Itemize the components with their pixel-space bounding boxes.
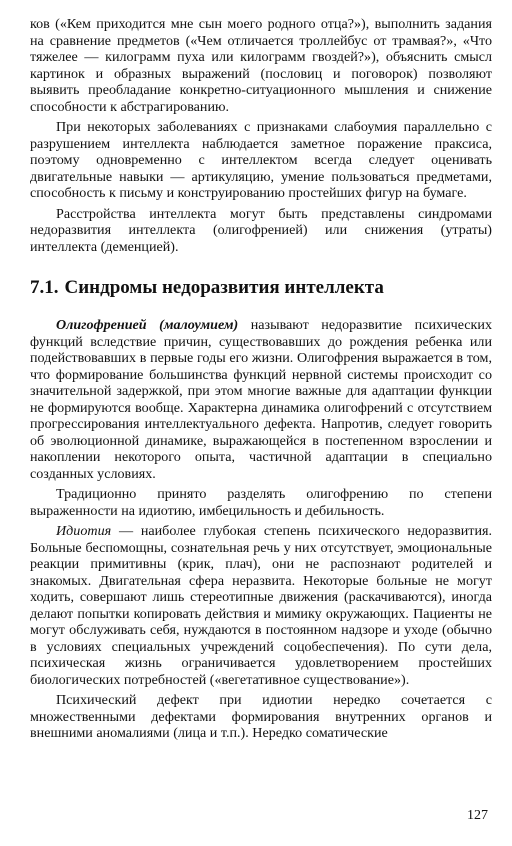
paragraph-praxis: При некоторых заболеваниях с признаками слабоумия параллельно с разрушением интеллекта наблюдается заметное поражение праксиса, поэтому одновременно с интеллектом всегда следует оценивать двигательные навыки — артикуляцию, умение пользоваться предметами, способность к письму и конструированию простейших фигур на бумаге.: [30, 119, 492, 201]
paragraph-idiocy: [30, 523, 492, 688]
paragraph-oligophrenia: [30, 317, 492, 482]
paragraph-defects: Психический дефект при идиотии нередко сочетается с множественными дефектами формирования внутренних органов и внешними аномалиями (лица и т.п.). Нередко соматические: [30, 692, 492, 741]
idiocy-text: — наиболее глубокая степень психического недоразвития. Больные беспомощны, сознательная речь у них отсутствует, эмоциональные реакции примитивны (крик, плач), они не распознают родителей и знакомых. Двигательная сфера неразвита. Некоторые больные не могут ходить, совершают лишь стереотипные движения (раскачиваются), иногда делают попытки копировать действия и мимику окружающих. Пациенты не могут обслуживать себя, нуждаются в постоянном надзоре и уходе (обычно в условиях специальных учреждений соцобеспечения). По сути дела, психическая жизнь ограничивается удовлетворением простейших биологических потребностей («вегетативное существование»).: [30, 523, 492, 688]
paragraph-degrees: Традиционно принято разделять олигофрению по степени выраженности на идиотию, имбецильность и дебильность.: [30, 486, 492, 519]
term-oligophrenia: Олигофренией (малоумием): [56, 317, 239, 333]
paragraph-continued: ков («Кем приходится мне сын моего родного отца?»), выполнить задания на сравнение предметов («Чем отличается троллейбус от трамвая?», «Что тяжелее — килограмм пуха или килограмм гвоздей?»), объяснить смысл картинок и образных выражений (пословиц и поговорок) позволяют выявить преобладание конкретно-ситуационного мышления и снижение способности к абстрагированию.: [30, 16, 492, 115]
paragraph-intellect-disorders: Расстройства интеллекта могут быть представлены синдромами недоразвития интеллекта (олигофренией) или снижения (утраты) интеллекта (деменцией).: [30, 205, 492, 255]
section-heading: [30, 277, 492, 299]
section-title: Синдромы недоразвития интеллекта: [64, 277, 384, 298]
term-idiocy: Идиотия: [56, 523, 112, 539]
page-number: 127: [467, 808, 488, 823]
oligophrenia-text: называют недоразвитие психических функций вследствие причин, существовавших до рождения ребенка или подействовавших в первые годы его жизни. Олигофрения выражается в том, что формирование большинства функций нервной системы происходит со значительной задержкой, при этом многие важные для адаптации функции не формируются вообще. Характерна динамика олигофрений с отсутствием прогрессирования интеллектуального дефекта. Напротив, следует говорить об эволюционной динамике, выражающейся в постепенном взрослении и накоплении некоторого опыта, частичной адаптации в специально созданных условиях.: [30, 317, 492, 482]
section-number: 7.1.: [30, 277, 59, 298]
